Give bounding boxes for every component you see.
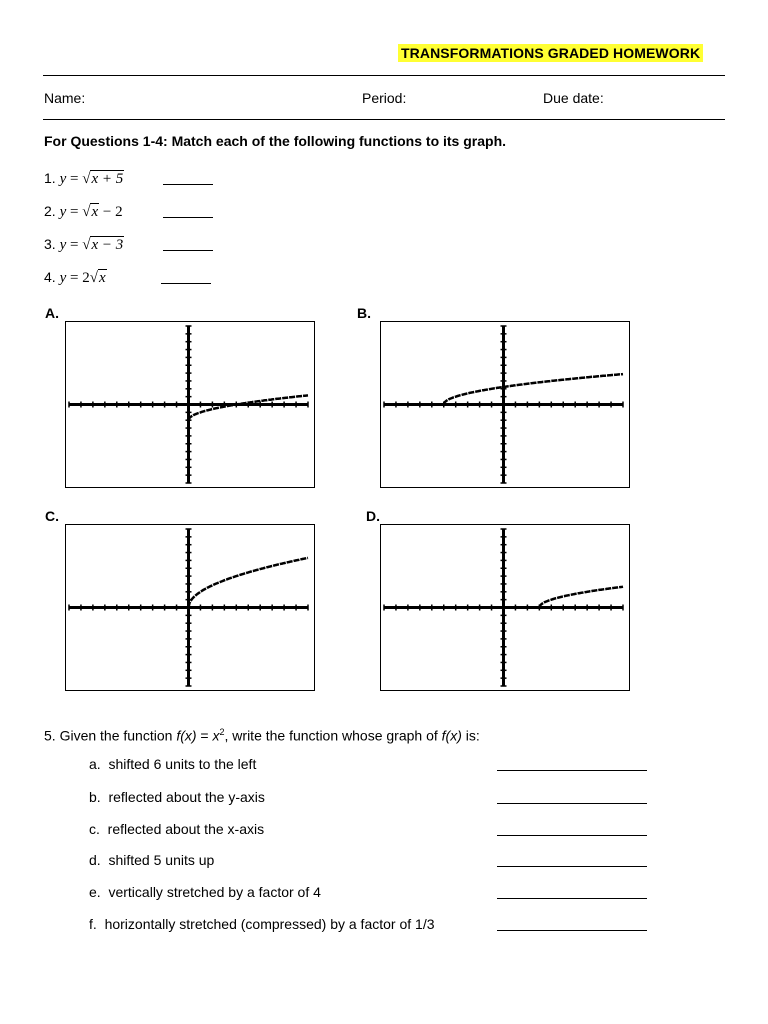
graph-b-label: B. (357, 305, 371, 321)
question-formula: y = √x − 3 (59, 237, 124, 253)
due-date-label: Due date: (543, 90, 604, 106)
worksheet-title: TRANSFORMATIONS GRADED HOMEWORK (398, 44, 703, 62)
q5-item-b: b. reflected about the y-axis (89, 789, 265, 805)
question-formula: y = √x − 2 (59, 204, 123, 220)
q5-item-c: c. reflected about the x-axis (89, 821, 265, 837)
graph-a-plot (66, 322, 314, 487)
graph-a (65, 321, 315, 488)
question-number: 4. (44, 269, 56, 285)
question-number: 3. (44, 236, 56, 252)
graph-c-plot (66, 525, 314, 690)
graph-a-label: A. (45, 305, 59, 321)
question-2 (44, 203, 123, 221)
graph-d (380, 524, 630, 691)
question-1 (44, 170, 124, 188)
answer-line-e[interactable] (497, 898, 647, 899)
function-curve (189, 395, 309, 420)
graph-d-plot (381, 525, 629, 690)
answer-line-b[interactable] (497, 803, 647, 804)
answer-blank-3[interactable] (163, 249, 213, 251)
graph-b (380, 321, 630, 488)
header-rule-bottom (43, 119, 725, 120)
q5-item-e: e. vertically stretched by a factor of 4 (89, 884, 321, 900)
answer-line-f[interactable] (497, 930, 647, 931)
function-curve (539, 587, 623, 608)
q5-item-f: f. horizontally stretched (compressed) by a factor of 1/3 (89, 916, 435, 932)
period-label: Period: (362, 90, 407, 106)
answer-line-d[interactable] (497, 866, 647, 867)
answer-line-c[interactable] (497, 835, 647, 836)
answer-line-a[interactable] (497, 770, 647, 771)
function-curve (444, 374, 623, 404)
function-curve (189, 558, 309, 608)
name-label: Name: (44, 90, 86, 106)
answer-blank-1[interactable] (163, 183, 213, 185)
question-formula: y = 2√x (59, 270, 106, 286)
header-rule-top (43, 75, 725, 76)
graph-d-label: D. (366, 508, 380, 524)
q5-item-d: d. shifted 5 units up (89, 852, 215, 868)
question-number: 2. (44, 203, 56, 219)
q5-item-a: a. shifted 6 units to the left (89, 756, 257, 772)
question-3 (44, 236, 124, 254)
question-number: 1. (44, 170, 56, 186)
question-4 (44, 269, 107, 287)
question-formula: y = √x + 5 (59, 171, 124, 187)
instructions: For Questions 1-4: Match each of the following functions to its graph. (44, 133, 507, 149)
answer-blank-4[interactable] (161, 282, 211, 284)
graph-b-plot (381, 322, 629, 487)
graph-c-label: C. (45, 508, 59, 524)
answer-blank-2[interactable] (163, 216, 213, 218)
question-5: 5. Given the function $f(x) = x^2$, write the function whose graph of f(x) is: (44, 727, 480, 744)
graph-c (65, 524, 315, 691)
